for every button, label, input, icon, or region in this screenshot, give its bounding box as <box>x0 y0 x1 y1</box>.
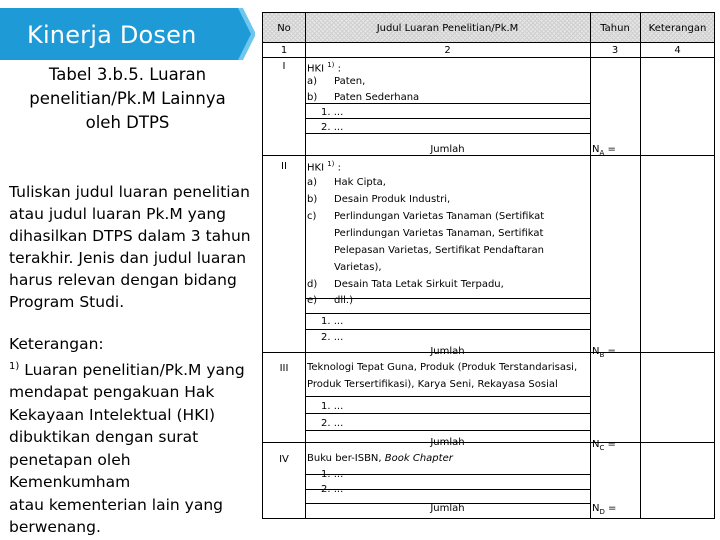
item-text: Paten, <box>334 76 366 87</box>
section-number: IV <box>279 454 289 465</box>
entry-line: 1. ... <box>321 469 344 480</box>
section-title-text: Buku ber-ISBN, <box>307 453 385 464</box>
total-eq: = <box>604 144 616 155</box>
total-label: Jumlah <box>430 346 465 357</box>
total-var: N <box>592 503 600 514</box>
row-divider <box>263 57 714 58</box>
caption-line: Tabel 3.b.5. Luaran <box>48 65 207 84</box>
section-title-italic: Book Chapter <box>384 453 453 464</box>
total-eq: = <box>604 346 616 357</box>
entry-line: 2. ... <box>321 332 344 343</box>
section-title-line: Produk Tersertifikasi), Karya Seni, Rekayasa Sosial <box>307 379 558 390</box>
total-sub: B <box>599 351 605 359</box>
section-title-text: HKI <box>307 63 328 75</box>
row-divider <box>305 313 590 314</box>
item-mark: d) <box>307 279 318 290</box>
total-value <box>592 438 616 455</box>
instructions <box>9 181 254 313</box>
item-text: Perlindungan Varietas Tanaman (Sertifikat <box>334 211 545 222</box>
section-number: III <box>279 363 289 374</box>
page-title: Kinerja Dosen <box>27 21 197 49</box>
item-mark: b) <box>307 194 318 205</box>
item-text: Desain Produk Industri, <box>334 194 451 205</box>
instruction-line: terakhir. Jenis dan judul luaran <box>9 249 247 267</box>
item-mark: a) <box>307 177 318 188</box>
instruction-line: dihasilkan DTPS dalam 3 tahun <box>9 227 251 245</box>
caption-line: oleh DTPS <box>85 113 170 132</box>
index-cell: 4 <box>674 45 681 56</box>
header-title: Judul Luaran Penelitian/Pk.M <box>376 23 519 34</box>
caption-line: penelitian/Pk.M Lainnya <box>29 89 226 108</box>
entry-line: 1. ... <box>321 401 344 412</box>
entry-line: 1. ... <box>321 316 344 327</box>
note-text: Luaran penelitian/Pk.M yang <box>24 360 245 379</box>
note-line: dibuktikan dengan surat <box>9 428 199 447</box>
row-divider <box>305 329 590 330</box>
item-text: Desain Tata Letak Sirkuit Terpadu, <box>334 279 504 290</box>
table-caption <box>0 63 255 135</box>
index-cell: 3 <box>611 45 619 56</box>
item-mark: e) <box>307 295 318 306</box>
total-sub: D <box>599 508 605 516</box>
instruction-line: harus relevan dengan bidang <box>9 271 237 289</box>
entry-line: 1. ... <box>321 107 344 118</box>
output-table <box>262 12 715 519</box>
item-mark: a) <box>307 76 318 87</box>
total-label: Jumlah <box>430 437 465 448</box>
instruction-line: atau judul luaran Pk.M yang <box>9 205 226 223</box>
header-year: Tahun <box>600 23 630 34</box>
item-text: dll.) <box>334 295 353 306</box>
row-divider <box>305 489 590 490</box>
item-text: Paten Sederhana <box>334 92 420 103</box>
entry-line: 2. ... <box>321 418 344 429</box>
section-title-colon: : <box>337 63 341 75</box>
item-text: Hak Cipta, <box>334 177 386 188</box>
row-divider <box>263 42 714 43</box>
total-label: Jumlah <box>430 503 465 514</box>
header-remarks: Keterangan <box>648 23 707 34</box>
total-eq: = <box>604 503 617 514</box>
note-block <box>9 333 254 539</box>
note-line: berwenang. <box>9 518 101 537</box>
note-marker: 1) <box>9 360 20 372</box>
note-heading: Keterangan: <box>9 335 104 353</box>
header-no: No <box>277 23 291 34</box>
footnote-marker: 1) <box>327 160 335 168</box>
index-cell: 1 <box>280 45 288 56</box>
row-divider <box>305 474 590 475</box>
entry-line: 2. ... <box>321 484 344 495</box>
section-number: I <box>282 61 286 72</box>
section-number: II <box>281 161 287 172</box>
row-divider <box>305 133 590 134</box>
note-line <box>9 356 254 382</box>
item-text: Perlindungan Varietas Tanaman, Sertifikat <box>334 228 544 239</box>
total-label: Jumlah <box>430 144 465 155</box>
section-title <box>307 59 341 75</box>
section-title-text: HKI <box>307 162 328 174</box>
section-title-colon: : <box>337 162 341 174</box>
section-title-line: Teknologi Tepat Guna, Produk (Produk Terstandarisasi, <box>307 362 578 373</box>
index-cell: 2 <box>444 45 451 56</box>
total-value <box>592 345 616 362</box>
row-divider <box>305 430 590 431</box>
note-line: penetapan oleh Kemenkumham <box>9 450 131 492</box>
item-mark: c) <box>307 211 317 222</box>
total-sub: A <box>599 149 605 157</box>
section-title <box>307 452 453 465</box>
instruction-line: Tuliskan judul luaran penelitian <box>9 183 250 201</box>
total-var: N <box>592 346 600 357</box>
row-divider <box>305 396 590 397</box>
footnote-marker: 1) <box>327 61 335 69</box>
total-var: N <box>592 439 600 450</box>
instruction-line: Program Studi. <box>9 293 125 311</box>
item-text: Pelepasan Varietas, Sertifikat Pendaftaran <box>334 245 544 256</box>
item-text: Varietas), <box>334 262 382 273</box>
note-line: Kekayaan Intelektual (HKI) <box>9 405 215 424</box>
entry-line: 2. ... <box>321 122 344 133</box>
note-line: atau kementerian lain yang <box>9 495 223 514</box>
total-value <box>592 502 616 519</box>
item-mark: b) <box>307 92 318 103</box>
total-sub: C <box>599 444 605 452</box>
total-var: N <box>592 144 600 155</box>
row-divider <box>305 413 590 414</box>
row-divider <box>305 118 590 119</box>
total-eq: = <box>604 439 616 450</box>
total-value <box>592 143 616 160</box>
section-title <box>307 158 341 174</box>
title-banner <box>0 8 255 60</box>
note-line: mendapat pengakuan Hak <box>9 383 215 402</box>
